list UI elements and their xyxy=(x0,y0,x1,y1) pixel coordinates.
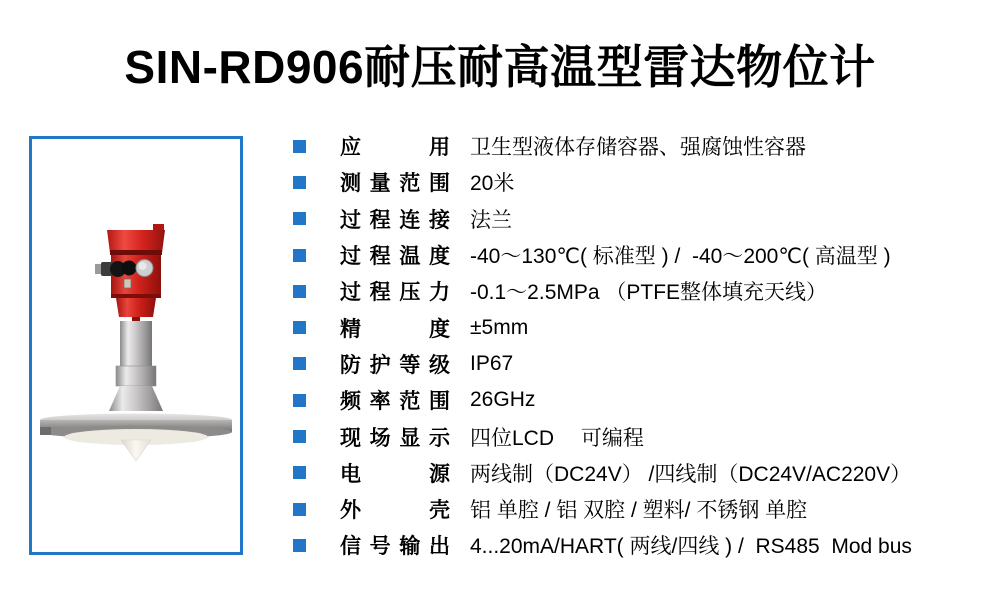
bullet-square-icon xyxy=(293,430,306,443)
spec-value: 两线制（DC24V） /四线制（DC24V/AC220V） xyxy=(470,462,912,486)
spec-row xyxy=(293,455,983,491)
neck-ring xyxy=(116,366,156,386)
spec-label: 应用 xyxy=(340,136,450,160)
housing-collar xyxy=(116,298,156,317)
spec-row xyxy=(293,128,983,164)
bullet-square-icon xyxy=(293,212,306,225)
spec-row xyxy=(293,527,983,563)
body-seam xyxy=(111,294,161,298)
spec-value: 卫生型液体存储容器、强腐蚀性容器 xyxy=(470,136,806,160)
spec-row xyxy=(293,164,983,200)
bullet-square-icon xyxy=(293,466,306,479)
bullet-square-icon xyxy=(293,503,306,516)
neck-flare xyxy=(109,386,163,411)
spec-row xyxy=(293,491,983,527)
spec-label: 信号输出 xyxy=(340,535,450,559)
spec-value: IP67 xyxy=(470,351,514,375)
spec-label: 测量范围 xyxy=(340,172,450,196)
spec-row xyxy=(293,201,983,237)
cap-seam xyxy=(110,250,162,255)
spec-row xyxy=(293,309,983,345)
spec-value: 四位LCD 可编程 xyxy=(470,426,644,450)
spec-label: 过程连接 xyxy=(340,208,450,232)
bullet-square-icon xyxy=(293,176,306,189)
spec-value: 4...20mA/HART( 两线/四线 ) / RS485 Mod bus xyxy=(470,535,912,559)
spec-value: ±5mm xyxy=(470,315,529,339)
housing-nub xyxy=(132,317,140,321)
bullet-square-icon xyxy=(293,321,306,334)
flange-tab xyxy=(40,427,51,435)
radar-level-meter-illustration xyxy=(32,139,240,552)
bullet-square-icon xyxy=(293,249,306,262)
spec-label: 外壳 xyxy=(340,499,450,523)
spec-label: 防护等级 xyxy=(340,353,450,377)
neck-tube xyxy=(120,321,152,366)
spec-value: -0.1～2.5MPa （PTFE整体填充天线） xyxy=(470,281,828,305)
bullet-square-icon xyxy=(293,539,306,552)
spec-row xyxy=(293,273,983,309)
spec-row xyxy=(293,382,983,418)
spec-label: 电源 xyxy=(340,462,450,486)
bullet-square-icon xyxy=(293,140,306,153)
spec-row xyxy=(293,346,983,382)
spec-value: 铝 单腔 / 铝 双腔 / 塑料/ 不锈钢 单腔 xyxy=(470,499,808,523)
spec-label: 过程温度 xyxy=(340,245,450,269)
product-image-frame xyxy=(29,136,243,555)
spec-label: 精度 xyxy=(340,317,450,341)
bullet-square-icon xyxy=(293,394,306,407)
bullet-square-icon xyxy=(293,285,306,298)
spec-label: 现场显示 xyxy=(340,426,450,450)
cone-antenna xyxy=(121,440,151,461)
bullet-square-icon xyxy=(293,357,306,370)
housing-cap xyxy=(107,230,165,253)
spec-value: -40～130℃( 标准型 ) / -40～200℃( 高温型 ) xyxy=(470,245,891,269)
spec-list xyxy=(293,128,983,564)
spec-row xyxy=(293,418,983,454)
spec-label: 过程压力 xyxy=(340,281,450,305)
spec-value: 法兰 xyxy=(470,208,512,232)
spec-value: 26GHz xyxy=(470,388,536,412)
nameplate xyxy=(124,279,131,288)
page-title: SIN-RD906耐压耐高温型雷达物位计 xyxy=(124,41,876,93)
metal-plug-highlight xyxy=(139,262,147,270)
spec-label: 频率范围 xyxy=(340,390,450,414)
spec-row xyxy=(293,237,983,273)
spec-value: 20米 xyxy=(470,172,515,196)
blind-plug-icon xyxy=(122,261,137,276)
